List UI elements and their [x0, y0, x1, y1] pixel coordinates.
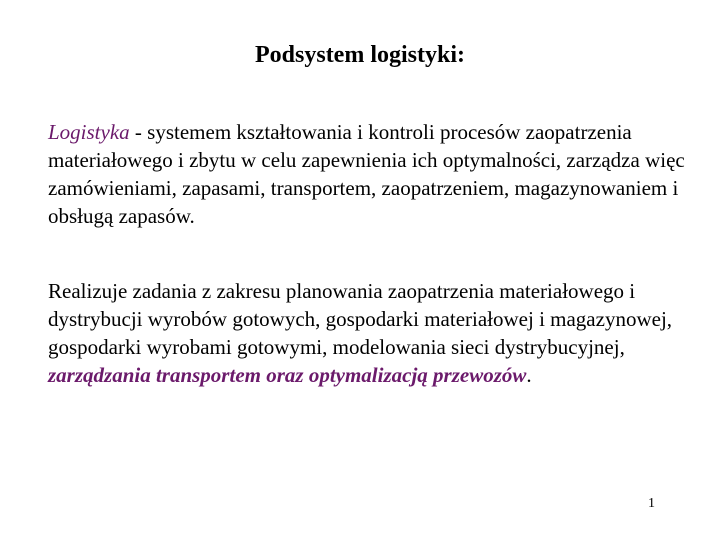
page-number: 1	[648, 496, 655, 511]
definition-text: - systemem kształtowania i kontroli procesów zaopatrzenia materiałowego i zbytu w celu zapewnienia ich optymalności, zarządza więc zamówieniami, zapasami, transportem, zaopatrzeniem, magazynowaniem i obsługą zapasów.	[48, 120, 685, 228]
tasks-text: Realizuje zadania z zakresu planowania zaopatrzenia materiałowego i dystrybucji wyrobów gotowych, gospodarki materiałowej i magazynowej, gospodarki wyrobami gotowymi, modelowania sieci dystrybucyjnej,	[48, 279, 673, 359]
slide-title: Podsystem logistyki:	[255, 42, 465, 68]
tasks-paragraph	[48, 277, 688, 389]
definition-term: Logistyka	[48, 120, 130, 144]
tasks-emphasis: zarządzania transportem oraz optymalizacją przewozów	[48, 363, 527, 387]
definition-paragraph	[48, 118, 688, 230]
tasks-end: .	[526, 363, 532, 387]
